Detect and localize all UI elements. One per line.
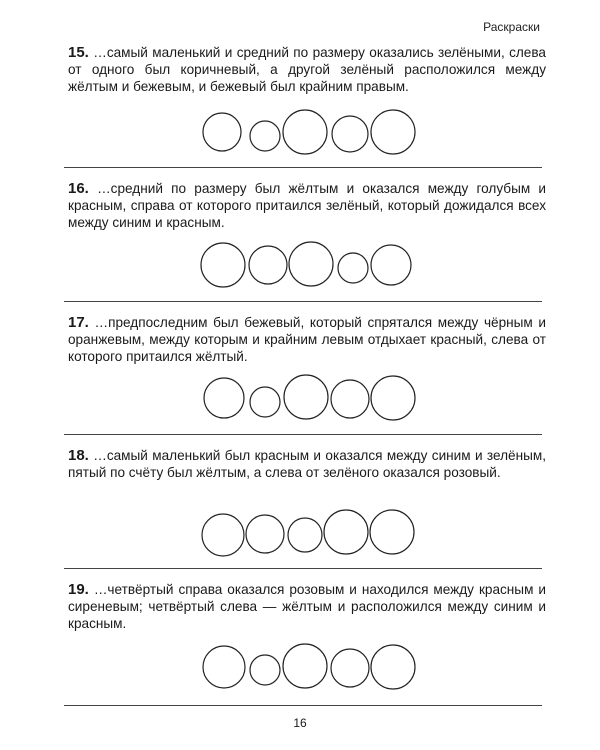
circle-4[interactable] bbox=[338, 253, 368, 283]
circle-5[interactable] bbox=[371, 110, 415, 154]
circle-2[interactable] bbox=[250, 121, 280, 151]
problem-18 bbox=[68, 447, 546, 481]
circle-4[interactable] bbox=[324, 510, 368, 554]
circle-5[interactable] bbox=[371, 376, 415, 420]
divider bbox=[64, 301, 542, 302]
problem-15-text bbox=[68, 44, 546, 95]
problem-statement: …четвёртый справа оказался розовым и находился между красным и сиреневым; четвёртый слева — жёлтым и расположился между синим и красным. bbox=[68, 582, 546, 631]
circle-row-15 bbox=[0, 106, 600, 166]
problem-15 bbox=[68, 44, 546, 95]
circle-1[interactable] bbox=[201, 243, 245, 287]
circle-1[interactable] bbox=[204, 378, 244, 418]
circle-3[interactable] bbox=[283, 644, 327, 688]
circle-4[interactable] bbox=[332, 116, 368, 152]
circle-1[interactable] bbox=[203, 646, 245, 688]
circle-row-17 bbox=[0, 370, 600, 430]
circle-row-18 bbox=[0, 504, 600, 564]
circle-4[interactable] bbox=[331, 380, 369, 418]
divider bbox=[64, 705, 542, 706]
circle-3[interactable] bbox=[283, 110, 327, 154]
problem-16-text bbox=[68, 180, 546, 231]
problem-19 bbox=[68, 581, 546, 632]
problem-statement: …средний по размеру был жёлтым и оказался между голубым и красным, справа от которого притаился зелёный, который дожидался всех между синим и красным. bbox=[68, 181, 546, 230]
divider bbox=[64, 434, 542, 435]
problem-number: 17. bbox=[68, 314, 89, 331]
circle-4[interactable] bbox=[331, 649, 369, 687]
problem-number: 19. bbox=[68, 581, 89, 598]
circle-row-16 bbox=[0, 238, 600, 298]
problem-number: 15. bbox=[68, 44, 89, 61]
circle-3[interactable] bbox=[289, 242, 333, 286]
problem-statement: …самый маленький и средний по размеру оказались зелёными, слева от одного был коричневый, а другой зелёный расположился между жёлтым и бежевым, и бежевый был крайним правым. bbox=[68, 45, 546, 94]
section-header: Раскраски bbox=[483, 20, 540, 34]
circle-5[interactable] bbox=[371, 645, 415, 689]
problem-19-text bbox=[68, 581, 546, 632]
page-number: 16 bbox=[293, 716, 307, 730]
circle-5[interactable] bbox=[370, 510, 414, 554]
circle-1[interactable] bbox=[203, 113, 241, 151]
problem-17 bbox=[68, 314, 546, 365]
circle-2[interactable] bbox=[250, 655, 280, 685]
problem-statement: …самый маленький был красным и оказался между синим и зелёным, пятый по счёту был жёлтым, а слева от зелёного оказался розовый. bbox=[68, 448, 547, 480]
problem-number: 16. bbox=[68, 180, 89, 197]
problem-17-text bbox=[68, 314, 546, 365]
circle-2[interactable] bbox=[246, 515, 284, 553]
circle-2[interactable] bbox=[249, 246, 287, 284]
circle-3[interactable] bbox=[284, 375, 328, 419]
problem-number: 18. bbox=[68, 447, 89, 464]
circle-row-19 bbox=[0, 636, 600, 696]
problem-18-text bbox=[68, 447, 546, 481]
problem-16 bbox=[68, 180, 546, 231]
circle-1[interactable] bbox=[202, 514, 244, 556]
problem-statement: …предпоследним был бежевый, который спрятался между чёрным и оранжевым, между которым и крайним левым отдыхает красный, слева от которого притаился жёлтый. bbox=[68, 315, 547, 364]
divider bbox=[64, 167, 542, 168]
divider bbox=[64, 568, 542, 569]
circle-3[interactable] bbox=[288, 518, 322, 552]
circle-2[interactable] bbox=[250, 387, 280, 417]
circle-5[interactable] bbox=[371, 245, 411, 285]
